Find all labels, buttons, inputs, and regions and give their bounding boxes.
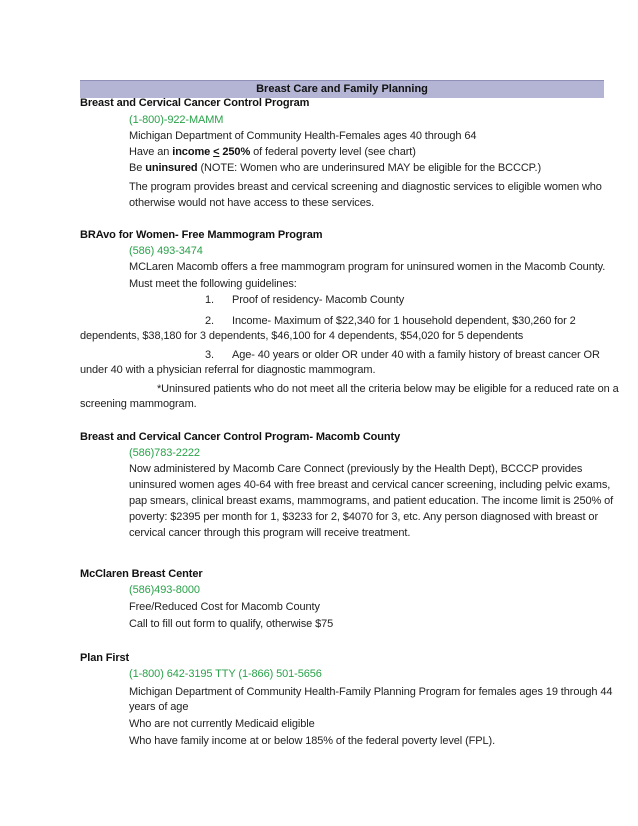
bcccp-income-limit: income < 250%	[172, 146, 251, 158]
section-header-title: Breast Care and Family Planning	[80, 80, 604, 98]
planfirst-line-1b: years of age	[129, 701, 189, 713]
bravo-line-2: Must meet the following guidelines:	[129, 278, 297, 290]
bravo-item-3-number: 3.	[205, 349, 214, 361]
bcccp-line-3-post: (NOTE: Women who are underinsured MAY be eligible for the BCCCP.)	[197, 162, 542, 174]
macomb-phone: (586)783-2222	[129, 447, 200, 459]
mclaren-line-1: Free/Reduced Cost for Macomb County	[129, 601, 320, 613]
bcccp-title: Breast and Cervical Cancer Control Program	[80, 97, 310, 109]
bravo-item-1-number: 1.	[205, 294, 214, 306]
bcccp-line-1: Michigan Department of Community Health-Females ages 40 through 64	[129, 130, 477, 142]
bravo-item-3b: under 40 with a physician referral for diagnostic mammogram.	[80, 364, 376, 376]
planfirst-line-2: Who are not currently Medicaid eligible	[129, 718, 315, 730]
bcccp-uninsured: uninsured	[145, 162, 198, 174]
bravo-item-3a: Age- 40 years or older OR under 40 with a family history of breast cancer OR	[232, 349, 600, 361]
macomb-line-4: poverty: $2395 per month for 1, $3233 for 2, $4070 for 3, etc. Any person diagnosed with breast or	[129, 511, 599, 523]
bravo-title: BRAvo for Women- Free Mammogram Program	[80, 229, 323, 241]
bcccp-line-4a: The program provides breast and cervical screening and diagnostic services to eligible women who	[129, 181, 602, 193]
mclaren-line-2: Call to fill out form to qualify, otherwise $75	[129, 618, 334, 630]
mclaren-title: McClaren Breast Center	[80, 568, 203, 580]
planfirst-title: Plan First	[80, 652, 130, 664]
macomb-line-2: uninsured women ages 40-64 with free breast and cervical cancer screening, including pelvic exams,	[129, 479, 611, 491]
bcccp-line-4b: otherwise would not have access to these services.	[129, 197, 375, 209]
bcccp-line-2-post: of federal poverty level (see chart)	[250, 146, 416, 158]
bcccp-line-2-pre: Have an	[129, 146, 173, 158]
macomb-line-1: Now administered by Macomb Care Connect (previously by the Health Dept), BCCCP provides	[129, 463, 583, 475]
bcccp-phone: (1-800)-922-MAMM	[129, 114, 224, 126]
macomb-line-3: pap smears, clinical breast exams, mammograms, and patient education. The income limit is 250% of	[129, 495, 614, 507]
bravo-item-1: Proof of residency- Macomb County	[232, 294, 405, 306]
macomb-title: Breast and Cervical Cancer Control Program- Macomb County	[80, 431, 401, 443]
bravo-item-2a: Income- Maximum of $22,340 for 1 household dependent, $30,260 for 2	[232, 315, 576, 327]
bcccp-line-3-pre: Be	[129, 162, 146, 174]
bravo-item-2-number: 2.	[205, 315, 214, 327]
mclaren-phone: (586)493-8000	[129, 584, 200, 596]
planfirst-line-3: Who have family income at or below 185% of the federal poverty level (FPL).	[129, 735, 496, 747]
planfirst-phone: (1-800) 642-3195 TTY (1-866) 501-5656	[129, 668, 322, 680]
bravo-line-1: MCLaren Macomb offers a free mammogram program for uninsured women in the Macomb County.	[129, 261, 606, 273]
bravo-note-a: *Uninsured patients who do not meet all the criteria below may be eligible for a reduced rate on a	[157, 383, 619, 395]
bravo-note-b: screening mammogram.	[80, 398, 197, 410]
planfirst-line-1a: Michigan Department of Community Health-Family Planning Program for females ages 19 through 44	[129, 686, 613, 698]
bravo-item-2b: dependents, $38,180 for 3 dependents, $46,100 for 4 dependents, $54,020 for 5 dependents	[80, 330, 524, 342]
bravo-phone: (586) 493-3474	[129, 245, 203, 257]
macomb-line-5: cervical cancer through this program will receive treatment.	[129, 527, 411, 539]
bcccp-line-2	[129, 145, 416, 159]
bcccp-line-3	[129, 161, 541, 175]
